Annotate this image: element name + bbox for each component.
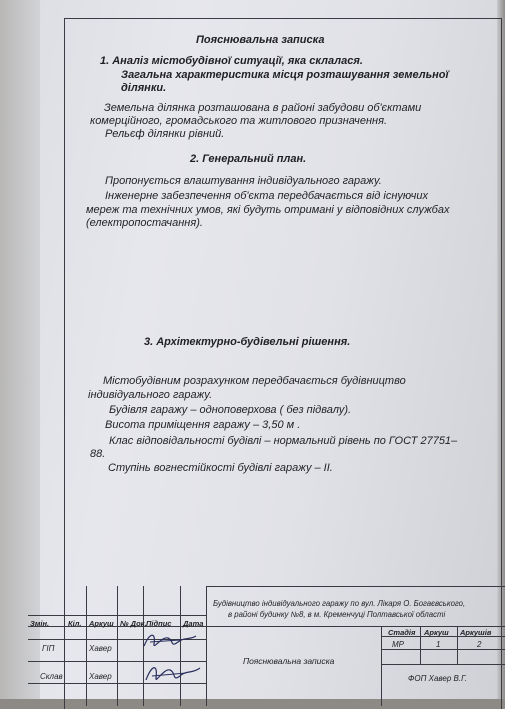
section2-paragraph2-line1: Інженерне забезпечення об'єкта передбачається від існуючих [105, 190, 428, 202]
section1-paragraph1-line1: Земельна ділянка розташована в районі забудови об'єктами [104, 102, 422, 114]
section2-paragraph1: Пропонується влаштування індивідуального гаражу. [105, 175, 382, 187]
section1-subheading-line1: Загальна характеристика місця розташування земельної [121, 69, 449, 81]
signature-1 [140, 628, 200, 652]
project-name-line1: Будівництво індивідуального гаражу по вул. Лікаря О. Богаєвського, [213, 599, 466, 608]
column-header-sheet: Аркуш [89, 619, 114, 628]
stage-header: Стадія [388, 628, 416, 637]
row1-name: Хавер [89, 644, 112, 653]
column-header-doc-number: № Док. [120, 619, 147, 628]
section3-heading: 3. Архітектурно-будівельні рішення. [144, 336, 351, 348]
document-title-cell: Пояснювальна записка [243, 656, 335, 666]
section2-paragraph2-line2: мереж та технічних умов, які будуть отримані у відповідних службах [86, 204, 450, 216]
row1-role: ГІП [42, 644, 55, 653]
section3-paragraph4-line2: 88. [90, 448, 106, 460]
stage-value: МР [392, 640, 404, 649]
sheets-value: 2 [477, 640, 482, 649]
title-block [28, 586, 505, 706]
column-header-signature: Підпис [146, 619, 172, 628]
column-header-changes: Змін. [30, 619, 50, 628]
section2-paragraph2-line3: (електропостачання). [86, 217, 203, 229]
column-header-date: Дата [183, 619, 204, 628]
section1-subheading-line2: ділянки. [121, 82, 167, 94]
section1-paragraph2: Рельєф ділянки рівний. [105, 128, 225, 140]
section1-heading: 1. Аналіз містобудівної ситуації, яка склалася. [100, 55, 363, 67]
column-header-quantity: Кіл. [68, 619, 82, 628]
company-name: ФОП Хавер В.Г. [408, 674, 467, 683]
section3-paragraph5: Ступінь вогнестійкості будівлі гаражу – ІІ. [108, 462, 333, 474]
section3-paragraph1-line1: Містобудівним розрахунком передбачається будівництво [103, 375, 406, 387]
section3-paragraph3: Висота приміщення гаражу – 3,50 м . [105, 419, 301, 431]
row2-role: Склав [40, 672, 63, 681]
signature-2 [140, 658, 204, 688]
section3-paragraph2: Будівля гаражу – одноповерхова ( без підвалу). [109, 404, 352, 416]
sheets-header: Аркушів [460, 628, 492, 637]
section3-paragraph1-line2: індивідуального гаражу. [88, 389, 213, 401]
section1-paragraph1-line2: комерційного, громадського та житлового призначення. [90, 115, 388, 127]
sheet-value: 1 [436, 640, 441, 649]
row2-name: Хавер [89, 672, 112, 681]
project-name-line2: в районі будинку №8, в м. Кременчуці Полтавської області [228, 610, 446, 619]
page-title: Пояснювальна записка [196, 34, 325, 46]
sheet-header: Аркуш [424, 628, 449, 637]
section3-paragraph4-line1: Клас відповідальності будівлі – нормальний рівень по ГОСТ 27751– [109, 435, 458, 447]
section2-heading: 2. Генеральний план. [190, 153, 307, 165]
